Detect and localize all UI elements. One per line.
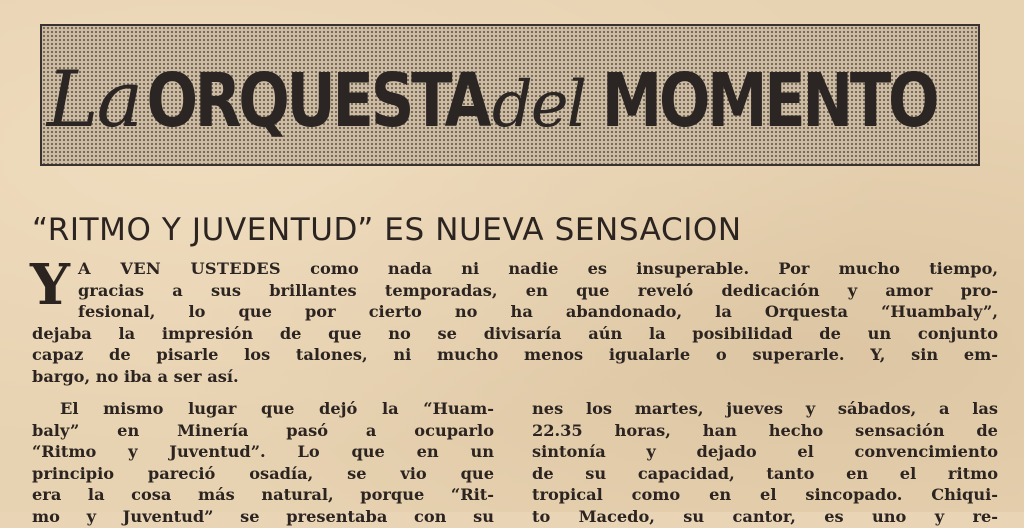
- lead-line-last: bargo, no iba a ser así.: [32, 366, 239, 386]
- banner-word-momento: MOMENTO: [601, 58, 937, 144]
- column-line: tropical como en el sincopado. Chiqui-: [532, 485, 998, 505]
- banner-word-orquesta: ORQUESTA: [146, 58, 489, 144]
- column-line: sintonía y dejado el convencimiento: [532, 442, 998, 462]
- lead-line: dejaba la impresión de que no se divisaría aún la posibilidad de un conjunto: [32, 323, 998, 343]
- lead-paragraph: [30, 252, 999, 388]
- column-line: 22.35 horas, han hecho sensación de: [532, 420, 998, 440]
- drop-cap: Y: [30, 252, 70, 318]
- banner-title: [47, 55, 973, 145]
- column-line: era la cosa más natural, porque “Rit-: [32, 485, 494, 505]
- article-column-right: [532, 398, 998, 526]
- column-line: “Ritmo y Juventud”. Lo que en un: [32, 442, 494, 462]
- lead-line-text: como nada ni nadie es insuperable. Por mucho tiempo,: [280, 259, 999, 278]
- banner-script-la: La: [46, 55, 142, 145]
- title-banner: [40, 24, 980, 166]
- column-line: El mismo lugar que dejó la “Huam-: [60, 399, 494, 418]
- article-column-left: [32, 398, 494, 526]
- lead-line: capaz de pisarle los talones, ni mucho menos igualarle o superarle. Y, sin em-: [32, 345, 998, 365]
- column-line: nes los martes, jueves y sábados, a las: [532, 399, 998, 418]
- column-line: de su capacidad, tanto en el ritmo: [532, 463, 998, 483]
- column-line: to Macedo, su cantor, es uno y re-: [532, 506, 998, 526]
- column-line: mo y Juventud” se presentaba con su: [32, 506, 494, 526]
- column-line: principio pareció osadía, se vio que: [32, 463, 494, 483]
- lead-line: fesional, lo que por cierto no ha abandonado, la Orquesta “Huambaly”,: [77, 302, 998, 322]
- banner-script-del: del: [491, 68, 586, 142]
- article-headline: “RITMO Y JUVENTUD” ES NUEVA SENSACION: [32, 212, 742, 248]
- column-line: baly” en Minería pasó a ocuparlo: [32, 420, 494, 440]
- lead-line: [32, 258, 998, 280]
- lead-first-words: A VEN USTEDES: [77, 259, 281, 278]
- lead-line: gracias a sus brillantes temporadas, en que reveló dedicación y amor pro-: [77, 280, 998, 300]
